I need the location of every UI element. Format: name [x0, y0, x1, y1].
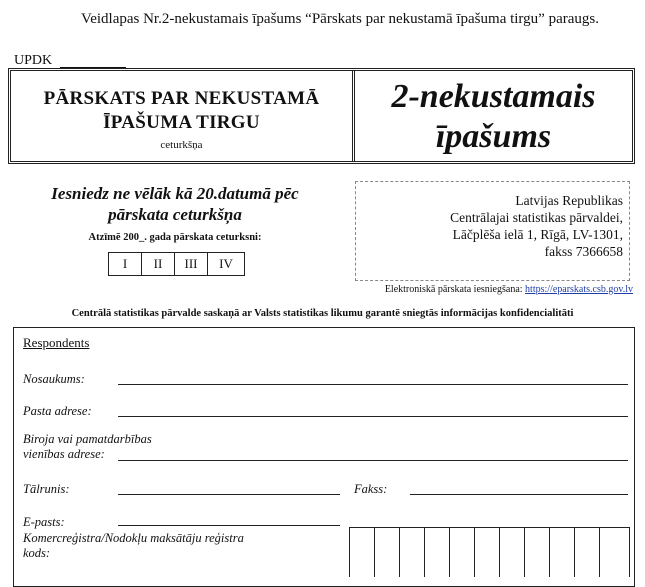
updk-label: UPDK: [14, 53, 53, 68]
code-digit-cell[interactable]: [525, 528, 550, 577]
confidentiality-notice: Centrālā statistikas pārvalde saskaņā ar Valsts statistikas likumu garantē sniegtās informācijas konfidencialitāti: [71, 308, 574, 319]
code-digit-cell[interactable]: [550, 528, 575, 577]
title-box: [8, 68, 635, 164]
name-label: Nosaukums:: [23, 372, 85, 386]
report-period: ceturkšņa: [160, 139, 203, 151]
report-title: PĀRSKATS PAR NEKUSTAMĀ ĪPAŠUMA TIRGU: [43, 88, 320, 133]
form-number: 2-nekustamais īpašums: [391, 78, 596, 155]
phone-label: Tālrunis:: [23, 482, 70, 496]
email-field[interactable]: [118, 525, 340, 526]
code-digit-cell[interactable]: [350, 528, 375, 577]
code-digit-cell[interactable]: [475, 528, 500, 577]
code-digit-cell[interactable]: [425, 528, 450, 577]
code-digit-cell[interactable]: [575, 528, 600, 577]
code-digit-cell[interactable]: [500, 528, 525, 577]
name-field[interactable]: [118, 384, 628, 385]
code-digit-cell[interactable]: [375, 528, 400, 577]
email-label: E-pasts:: [23, 515, 65, 529]
quarter-option-3[interactable]: III: [175, 253, 208, 275]
office-address-field[interactable]: [118, 460, 628, 461]
postal-address-label: Pasta adrese:: [23, 404, 92, 418]
fax-label: Fakss:: [354, 482, 388, 496]
document-caption: Veidlapas Nr.2-nekustamais īpašums “Pārskats par nekustamā īpašuma tirgu” paraugs.: [81, 11, 599, 27]
quarter-option-4[interactable]: IV: [219, 256, 233, 271]
submission-deadline: Iesniedz ne vēlāk kā 20.datumā pēc pārskata ceturkšņa: [51, 184, 299, 224]
code-digit-cell[interactable]: [450, 528, 475, 577]
postal-address-field[interactable]: [118, 416, 628, 417]
quarter-option-1[interactable]: I: [109, 253, 142, 275]
registration-code-grid: [349, 527, 630, 577]
report-title-cell: [11, 71, 355, 161]
quarter-option-2[interactable]: II: [142, 253, 175, 275]
electronic-submission: [385, 284, 633, 295]
fax-field[interactable]: [410, 494, 628, 495]
respondent-title: Respondents: [23, 335, 90, 350]
electronic-submission-label: Elektroniskā pārskata iesniegšana:: [384, 284, 523, 295]
quarter-mark-label: Atzīmē 200_. gada pārskata ceturksni:: [88, 232, 262, 243]
quarter-selector: [108, 252, 245, 276]
phone-field[interactable]: [118, 494, 340, 495]
registration-code-label: Komercreģistra/Nodokļu maksātāju reģistra kods:: [23, 531, 244, 560]
recipient-address: Latvijas Republikas Centrālajai statistikas pārvaldei, Lāčplēša ielā 1, Rīgā, LV-1301, fakss 7366658: [355, 181, 630, 281]
code-digit-cell[interactable]: [400, 528, 425, 577]
electronic-submission-link[interactable]: https://eparskats.csb.gov.lv: [525, 284, 633, 295]
office-address-label: Biroja vai pamatdarbības vienības adrese:: [23, 432, 152, 461]
code-digit-cell[interactable]: [600, 528, 630, 577]
